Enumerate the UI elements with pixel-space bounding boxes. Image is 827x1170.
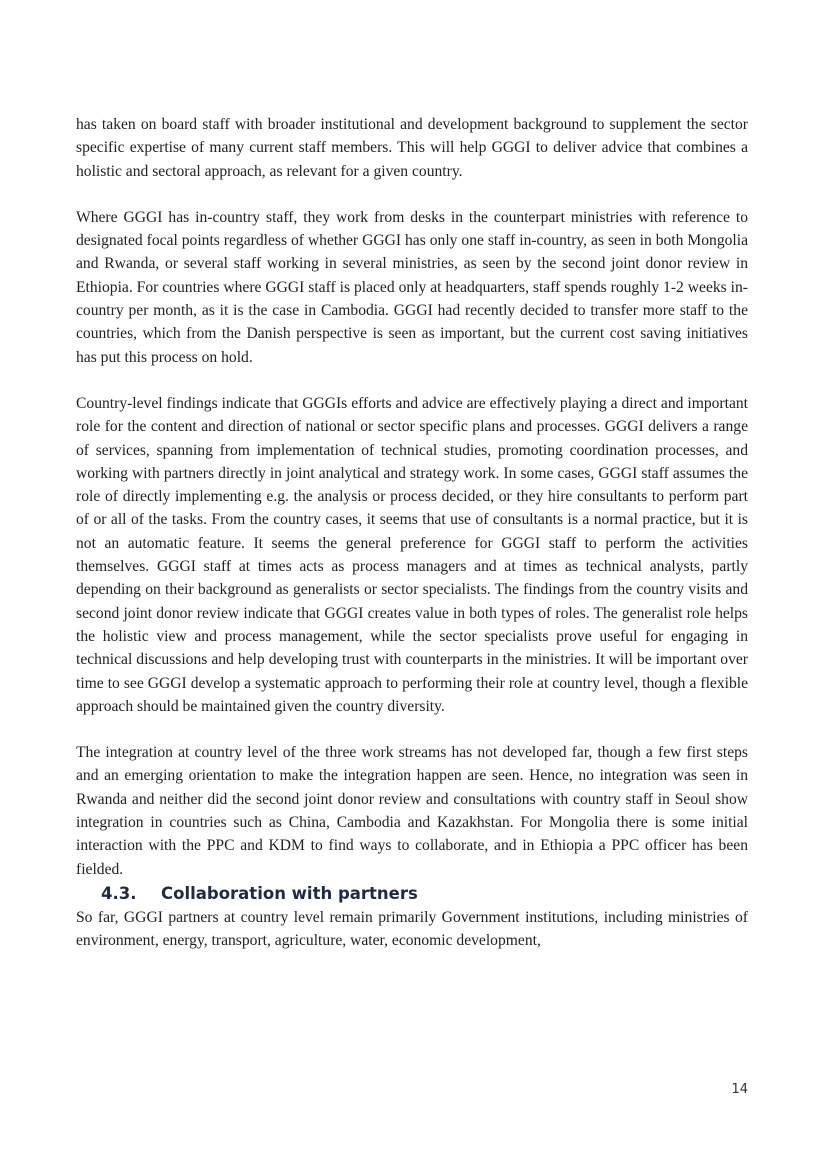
paragraph-work-stream-integration: The integration at country level of the three work streams has not developed far, though a few first steps and an emerging orientation to make the integration happen are seen. Hence, no integration was seen in Rwanda and neither did the second joint donor review and consultations with country staff in Seoul show integration in countries such as China, Cambodia and Kazakhstan. For Mongolia there is some initial interaction with the PPC and KDM to find ways to collaborate, and in Ethiopia a PPC officer has been fielded. bbox=[76, 744, 748, 878]
page-body bbox=[76, 113, 748, 976]
paragraph-partners: So far, GGGI partners at country level remain primarily Government institutions, including ministries of environment, energy, transport, agriculture, water, economic development, bbox=[76, 908, 748, 950]
section-title: Collaboration with partners bbox=[161, 883, 418, 903]
paragraph-staff-background: has taken on board staff with broader institutional and development background to supplement the sector specific expertise of many current staff members. This will help GGGI to deliver advice that combines a holistic and sectoral approach, as relevant for a given country. bbox=[76, 116, 748, 180]
section-heading bbox=[101, 883, 748, 905]
paragraph-in-country-staff: Where GGGI has in-country staff, they work from desks in the counterpart ministries with reference to designated focal points regardless of whether GGGI has only one staff in-country, as seen in both Mongolia and Rwanda, or several staff working in several ministries, as seen by the second joint donor review in Ethiopia. For countries where GGGI staff is placed only at headquarters, staff spends roughly 1-2 weeks in-country per month, as it is the case in Cambodia. GGGI had recently decided to transfer more staff to the countries, which from the Danish perspective is seen as important, but the current cost saving initiatives has put this process on hold. bbox=[76, 208, 748, 366]
paragraph-country-level-findings: Country-level findings indicate that GGGIs efforts and advice are effectively playing a direct and important role for the content and direction of national or sector specific plans and processes. GGGI delivers a range of services, spanning from implementation of technical studies, promoting coordination processes, and working with partners directly in joint analytical and strategy work. In some cases, GGGI staff assumes the role of directly implementing e.g. the analysis or process decided, or they hire consultants to perform part of or all of the tasks. From the country cases, it seems that use of consultants is a normal practice, but it is not an automatic feature. It seems the general preference for GGGI staff to perform the activities themselves. GGGI staff at times acts as process managers and at times as technical analysts, partly depending on their background as generalists or sector specialists. The findings from the country visits and second joint donor review indicate that GGGI creates value in both types of roles. The generalist role helps the holistic view and process management, while the sector specialists prove useful for engaging in technical discussions and help developing trust with counterparts in the ministries. It will be important over time to see GGGI develop a systematic approach to performing their role at country level, though a flexible approach should be maintained given the country diversity. bbox=[76, 394, 748, 715]
section-number: 4.3. bbox=[101, 883, 137, 903]
page-number: 14 bbox=[731, 1082, 748, 1097]
